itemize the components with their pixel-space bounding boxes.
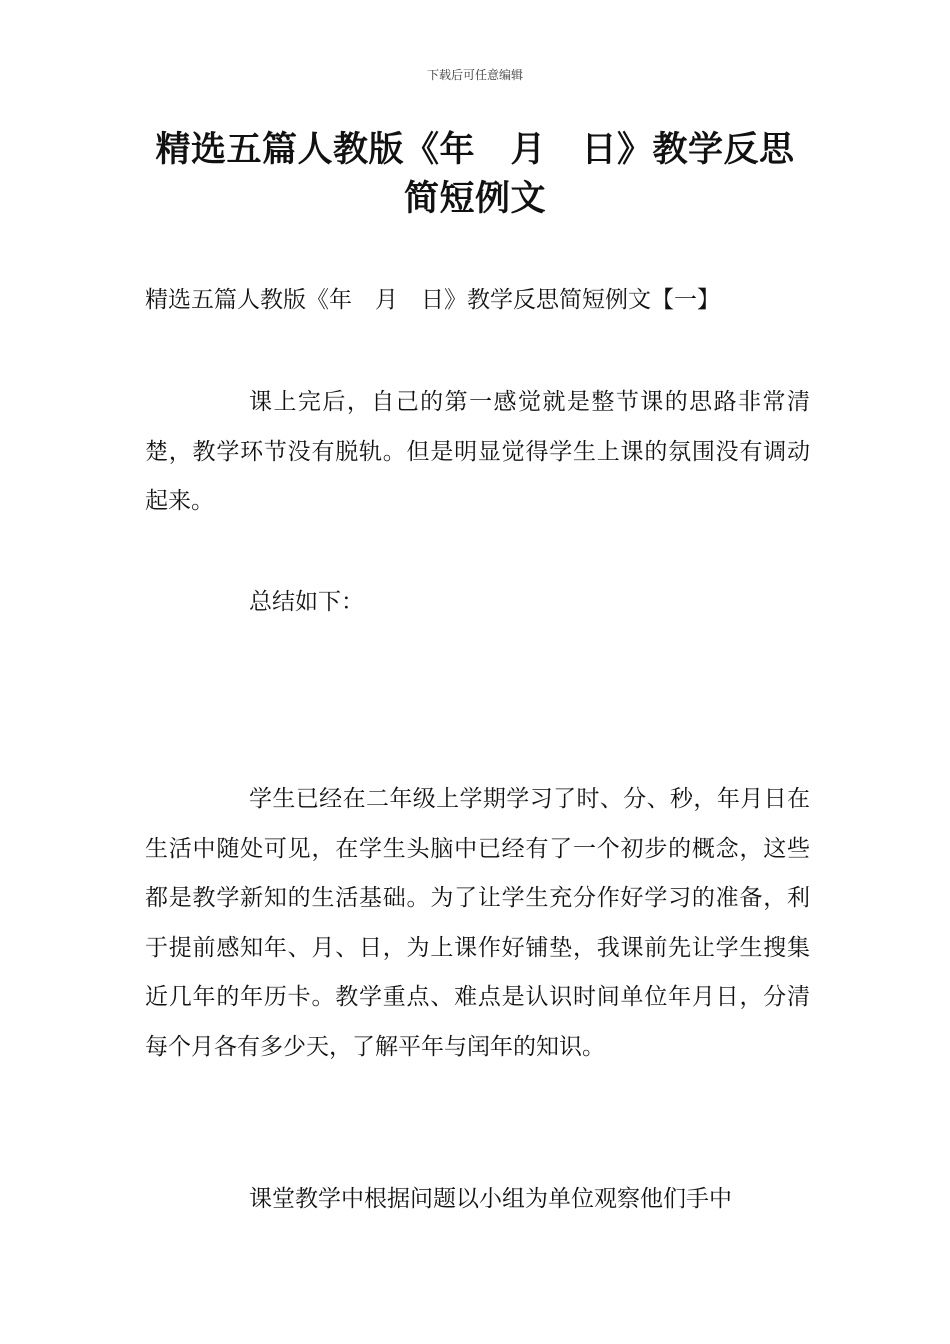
- paragraph-background: 学生已经在二年级上学期学习了时、分、秒，年月日在生活中随处可见，在学生头脑中已经有了一个初步的概念，这些都是教学新知的生活基础。为了让学生充分作好学习的准备，利于提前感知年、月、日，为上课作好铺垫，我课前先让学生搜集近几年的年历卡。教学重点、难点是认识时间单位年月日，分清每个月各有多少天，了解平年与闰年的知识。: [145, 786, 810, 1060]
- paragraph-classroom: 课堂教学中根据问题以小组为单位观察他们手中: [249, 1186, 732, 1212]
- section-heading: 精选五篇人教版《年 月 日》教学反思简短例文【一】: [145, 287, 720, 313]
- paragraph-intro: 课上完后，自己的第一感觉就是整节课的思路非常清楚，教学环节没有脱轨。但是明显觉得学生上课的氛围没有调动起来。: [145, 389, 810, 514]
- header-note: 下载后可任意编辑: [426, 68, 523, 82]
- document-title: 精选五篇人教版《年 月 日》教学反思简短例文: [155, 130, 795, 219]
- paragraph-summary-label: 总结如下：: [249, 589, 364, 615]
